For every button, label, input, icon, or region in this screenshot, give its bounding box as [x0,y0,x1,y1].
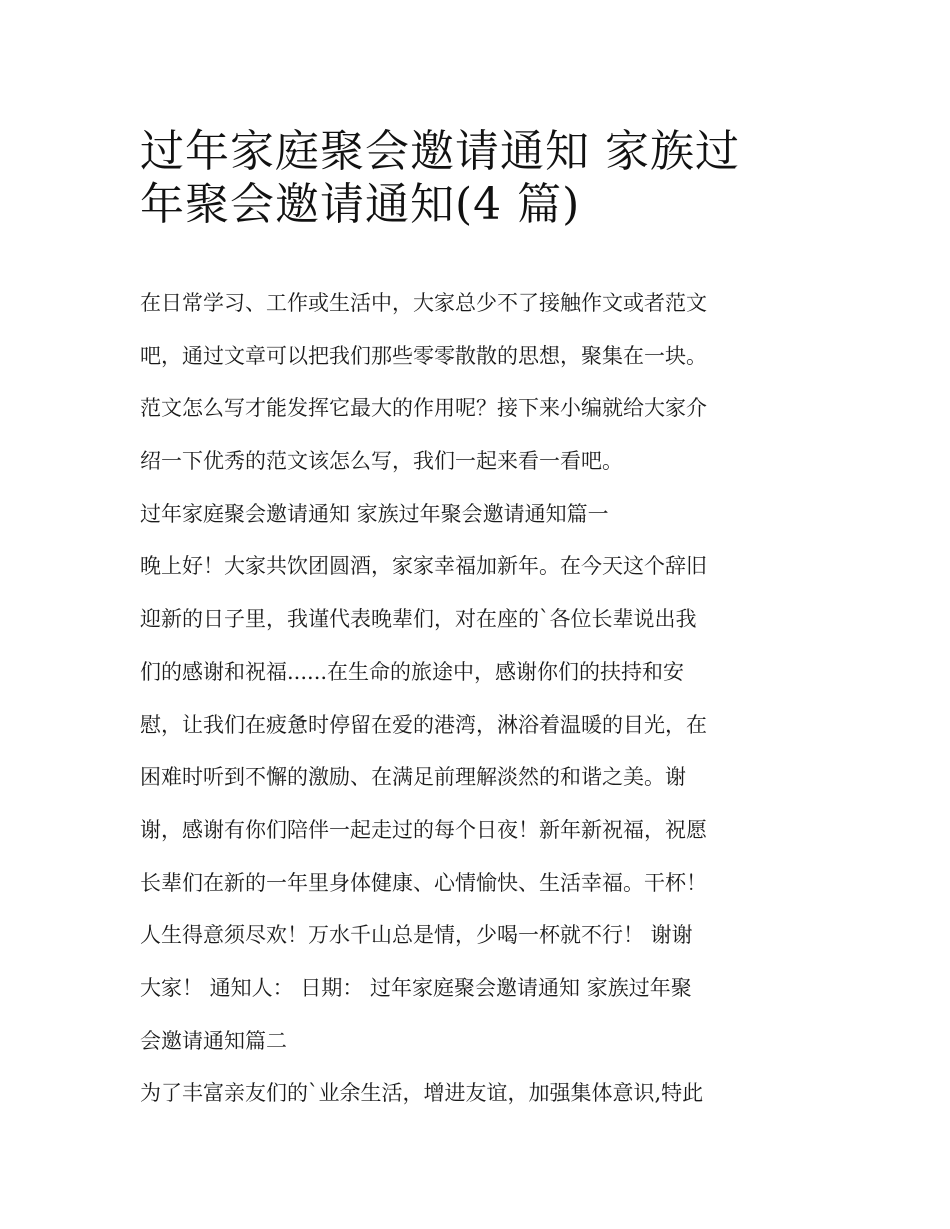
body-line: 人生得意须尽欢！万水千山总是情，少喝一杯就不行！ 谢谢 [140,923,693,948]
document-title [140,116,820,230]
body-line: 们的感谢和祝福......在生命的旅途中，感谢你们的扶持和安 [140,659,685,684]
body-line: 困难时听到不懈的激励、在满足前理解淡然的和谐之美。谢 [140,765,686,790]
body-line: 长辈们在新的一年里身体健康、心情愉快、生活幸福。干杯！ [140,870,707,895]
body-line: 吧，通过文章可以把我们那些零零散散的思想，聚集在一块。 [140,343,707,368]
title-line: 过年家庭聚会邀请通知 家族过 [140,126,740,177]
body-line: 大家！ 通知人： 日期： 过年家庭聚会邀请通知 家族过年聚 [140,975,692,1000]
section-heading-1: 过年家庭聚会邀请通知 家族过年聚会邀请通知篇一 [140,501,609,526]
body-line: 晚上好！大家共饮团圆酒，家家幸福加新年。在今天这个辞旧 [140,554,707,579]
body-line: 迎新的日子里，我谨代表晚辈们，对在座的`各位长辈说出我 [140,607,697,632]
body-line: 范文怎么写才能发挥它最大的作用呢？接下来小编就给大家介 [140,396,707,421]
body-line: 谢，感谢有你们陪伴一起走过的每个日夜！新年新祝福，祝愿 [140,817,707,842]
body-line: 为了丰富亲友们的`业余生活，增进友谊，加强集体意识,特此 [140,1081,704,1106]
document-body [140,277,830,1120]
body-line: 绍一下优秀的范文该怎么写，我们一起来看一看吧。 [140,449,623,474]
body-line: 在日常学习、工作或生活中，大家总少不了接触作文或者范文 [140,291,707,315]
body-line: 慰，让我们在疲惫时停留在爱的港湾，淋浴着温暖的目光，在 [140,712,707,737]
title-line: 年聚会邀请通知(4 篇) [140,178,581,230]
body-line: 会邀请通知篇二 [140,1028,287,1053]
